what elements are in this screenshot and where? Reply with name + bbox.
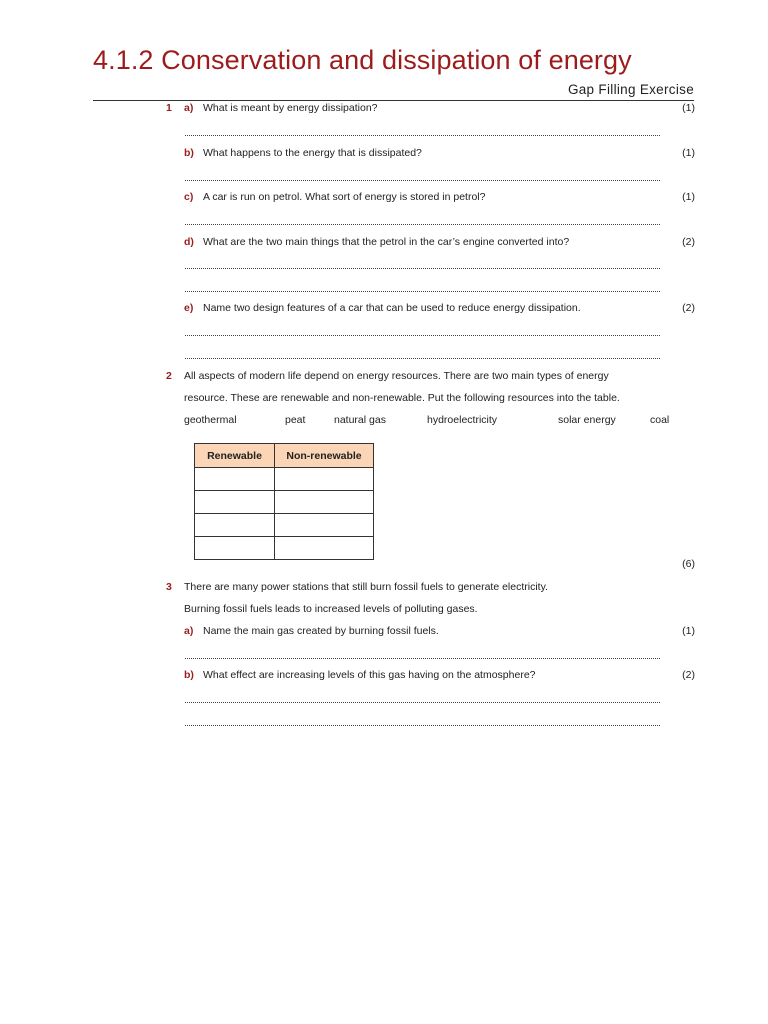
q2-marks: (6) — [682, 558, 695, 570]
q1d-label: d) — [184, 236, 194, 248]
renewable-cell[interactable] — [195, 537, 275, 560]
renewable-cell[interactable] — [195, 514, 275, 537]
q1b-text: What happens to the energy that is dissipated? — [203, 147, 422, 159]
page-title: 4.1.2 Conservation and dissipation of energy — [93, 45, 632, 75]
q3b-marks: (2) — [682, 669, 695, 681]
renewable-header: Renewable — [195, 444, 275, 468]
q1c-label: c) — [184, 191, 194, 203]
q1d-text: What are the two main things that the petrol in the car’s engine converted into? — [203, 236, 570, 248]
table-row — [195, 514, 374, 537]
q2-text-line-1: All aspects of modern life depend on energy resources. There are two main types of energy — [184, 370, 609, 382]
non-renewable-cell[interactable] — [275, 514, 374, 537]
resources-table — [194, 443, 374, 560]
q3b-label: b) — [184, 669, 194, 681]
q1b-label: b) — [184, 147, 194, 159]
q1e-label: e) — [184, 302, 194, 314]
q1a-marks: (1) — [682, 102, 695, 114]
page-subtitle: Gap Filling Exercise — [567, 82, 694, 97]
table-row — [195, 537, 374, 560]
resource-peat: peat — [285, 414, 306, 426]
q3a-marks: (1) — [682, 625, 695, 637]
q3-text-line-1: There are many power stations that still burn fossil fuels to generate electricity. — [184, 581, 548, 593]
non-renewable-cell[interactable] — [275, 537, 374, 560]
q1e-answer-line-2[interactable] — [185, 358, 660, 359]
resource-geothermal: geothermal — [184, 414, 237, 426]
non-renewable-cell[interactable] — [275, 491, 374, 514]
resource-solar-energy: solar energy — [558, 414, 616, 426]
q3-text-line-2: Burning fossil fuels leads to increased levels of polluting gases. — [184, 603, 478, 615]
non-renewable-header: Non-renewable — [275, 444, 374, 468]
q1d-marks: (2) — [682, 236, 695, 248]
resource-natural-gas: natural gas — [334, 414, 386, 426]
q3a-answer-line[interactable] — [185, 658, 660, 659]
q2-text-line-2: resource. These are renewable and non-renewable. Put the following resources into the table. — [184, 392, 620, 404]
q3a-label: a) — [184, 625, 194, 637]
question-1-number: 1 — [166, 102, 172, 114]
table-row — [195, 491, 374, 514]
resource-coal: coal — [650, 414, 670, 426]
q3b-answer-line-1[interactable] — [185, 702, 660, 703]
q1a-label: a) — [184, 102, 194, 114]
q1d-answer-line-2[interactable] — [185, 291, 660, 292]
q1e-text: Name two design features of a car that can be used to reduce energy dissipation. — [203, 302, 581, 314]
q1b-marks: (1) — [682, 147, 695, 159]
renewable-cell[interactable] — [195, 468, 275, 491]
resource-hydroelectricity: hydroelectricity — [427, 414, 498, 426]
q3b-text: What effect are increasing levels of this gas having on the atmosphere? — [203, 669, 536, 681]
q1c-marks: (1) — [682, 191, 695, 203]
question-2-number: 2 — [166, 370, 172, 382]
q1c-answer-line[interactable] — [185, 224, 660, 225]
table-row — [195, 468, 374, 491]
header-divider — [93, 100, 694, 101]
table-header-row — [195, 444, 374, 468]
renewable-cell[interactable] — [195, 491, 275, 514]
q1e-answer-line-1[interactable] — [185, 335, 660, 336]
q1a-text: What is meant by energy dissipation? — [203, 102, 378, 114]
question-3-number: 3 — [166, 581, 172, 593]
q1e-marks: (2) — [682, 302, 695, 314]
q1d-answer-line-1[interactable] — [185, 268, 660, 269]
q3b-answer-line-2[interactable] — [185, 725, 660, 726]
q3a-text: Name the main gas created by burning fossil fuels. — [203, 625, 439, 637]
non-renewable-cell[interactable] — [275, 468, 374, 491]
q1c-text: A car is run on petrol. What sort of energy is stored in petrol? — [203, 191, 486, 203]
q1b-answer-line[interactable] — [185, 180, 660, 181]
q1a-answer-line[interactable] — [185, 135, 660, 136]
